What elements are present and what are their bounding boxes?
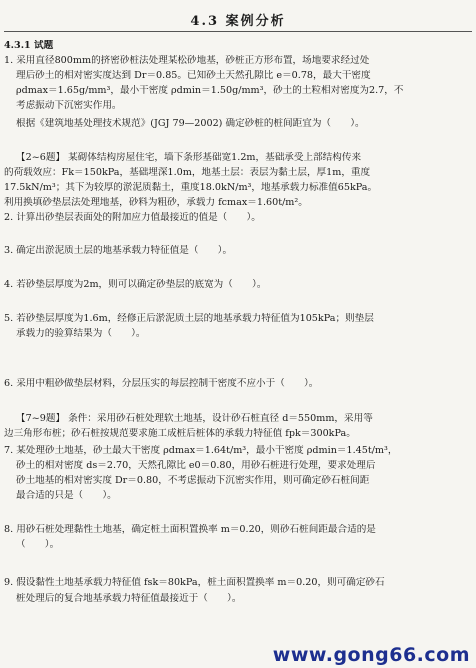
g2-line-3: 17.5kN/m³；其下为较厚的淤泥质黏土，重度18.0kN/m³，地基承载力标准值65kPa。 [4, 182, 378, 193]
q1-line-2: 理后砂土的相对密实度达到 Dr＝0.85。已知砂土天然孔隙比 e＝0.78，最大干密度 [16, 70, 371, 81]
header-divider [4, 31, 472, 32]
site-watermark: www.gong66.com [272, 644, 470, 666]
q7-line-3: 砂土地基的相对密实度 Dr＝0.80，不考虑振动下沉密实作用，则可确定砂石桩间距 [16, 475, 370, 486]
section-title: 4.3 案例分析 [190, 14, 286, 29]
q4-line-1: 4. 若砂垫层厚度为2m，则可以确定砂垫层的底宽为（ ）。 [4, 279, 267, 290]
q5-line-1: 5. 若砂垫层厚度为1.6m，经修正后淤泥质土层的地基承载力特征值为105kPa；则垫层 [4, 313, 374, 324]
q5-line-2: 承载力的验算结果为（ ）。 [16, 328, 146, 339]
q3-line-1: 3. 确定出淤泥质土层的地基承载力特征值是（ ）。 [4, 245, 233, 256]
q2-line-1: 2. 计算出砂垫层表面处的附加应力值最接近的值是（ ）。 [4, 212, 261, 223]
q9-line-2: 桩处理后的复合地基承载力特征值最接近于（ ）。 [16, 593, 242, 604]
g2-line-1: 【2~6题】 某砌体结构房屋住宅，墙下条形基础宽1.2m，基础承受上部结构传来 [16, 152, 362, 163]
q7-line-1: 7. 某处理砂土地基，砂土最大干密度 ρdmax＝1.64t/m³，最小干密度 ρdmin＝1.45t/m³， [4, 445, 398, 456]
g2-line-2: 的荷载效应：Fk＝150kPa，基础埋深1.0m，地基土层：表层为黏土层，厚1m，重度 [4, 167, 371, 178]
q6-line-1: 6. 采用中粗砂做垫层材料，分层压实的每层控制干密度不应小于（ ）。 [4, 378, 319, 389]
g2-line-4: 利用换填砂垫层法处理地基，砂料为粗砂，承载力 fcmax＝1.60t/m²。 [4, 197, 308, 208]
q8-line-1: 8. 用砂石桩处理黏性土地基，确定桩土面积置换率 m＝0.20，则砂石桩间距最合适的是 [4, 524, 376, 535]
q1-line-5: 根据《建筑地基处理技术规范》(JGJ 79—2002) 确定砂桩的桩间距宜为（ ）。 [16, 118, 365, 129]
q1-line-1: 1. 采用直径800mm的挤密砂桩法处理某松砂地基，砂桩正方形布置，场地要求经过处 [4, 55, 370, 66]
q1-line-4: 考虑振动下沉密实作用。 [16, 100, 122, 111]
q1-line-3: ρdmax＝1.65g/mm³，最小干密度 ρdmin＝1.50g/mm³，砂土的土粒相对密度为2.7，不 [16, 85, 404, 96]
q8-line-2: （ ）。 [16, 539, 60, 550]
q9-line-1: 9. 假设黏性土地基承载力特征值 fsk＝80kPa，桩土面积置换率 m＝0.20，则可确定砂石 [4, 577, 385, 588]
g7-line-1: 【7~9题】 条件：采用砂石桩处理软土地基，设计砂石桩直径 d＝550mm，采用等 [16, 413, 373, 424]
g7-line-2: 边三角形布桩；砂石桩按规范要求施工成桩后桩体的承载力特征值 fpk＝300kPa。 [4, 428, 356, 439]
q7-line-2: 砂土的相对密度 ds＝2.70，天然孔隙比 e0＝0.80，用砂石桩进行处理，要求处理后 [16, 460, 376, 471]
q7-line-4: 最合适的只是（ ）。 [16, 490, 117, 501]
subsection-heading: 4.3.1 试题 [4, 40, 54, 51]
